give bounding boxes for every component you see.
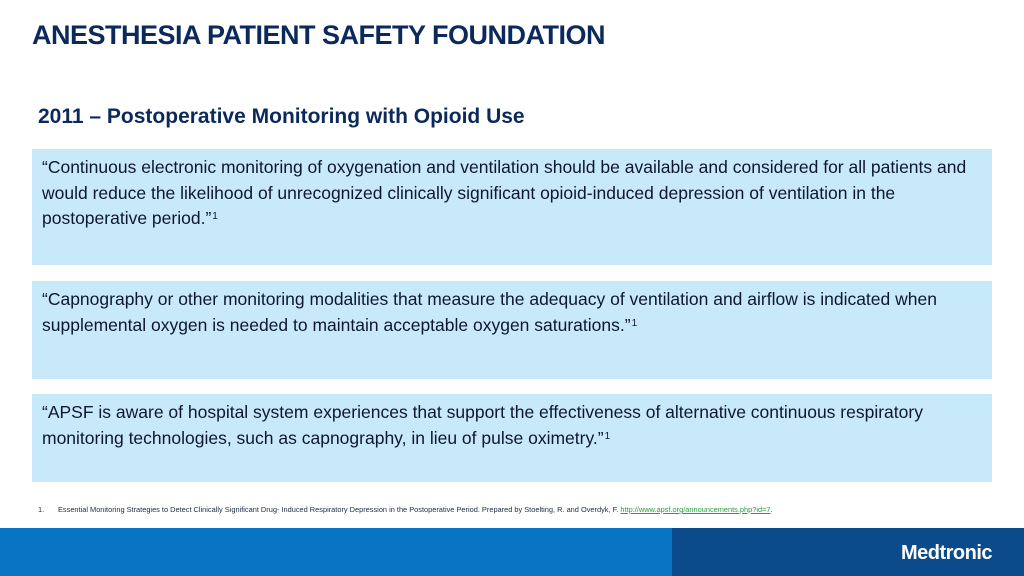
footnote-ref: 1: [212, 211, 218, 222]
footnote-end: .: [770, 505, 773, 514]
slide-subtitle: 2011 – Postoperative Monitoring with Opioid Use: [38, 105, 525, 128]
quote-text: “Capnography or other monitoring modalities that measure the adequacy of ventilation and airflow is indicated when supplemental oxygen is needed to maintain acceptable oxygen saturations.”: [42, 289, 937, 335]
footnote-ref: 1: [604, 430, 611, 442]
medtronic-logo: Medtronic: [900, 542, 992, 564]
footnote-number: 1.: [38, 505, 45, 514]
footnote-link[interactable]: http://www.apsf.org/announcements.php?id=7: [620, 505, 771, 514]
footnote-text: Essential Monitoring Strategies to Detect Clinically Significant Drug- Induced Respiratory Depression in the Postoperative Period. Prepared by Stoelting, R. and Overdyk, F.: [58, 505, 621, 514]
quote-text: “Continuous electronic monitoring of oxygenation and ventilation should be available and considered for all patients and would reduce the likelihood of unrecognized clinically significant opioid-induced depression of ventilation in the postoperative period.”: [42, 157, 967, 228]
quote-box-1: [32, 149, 992, 265]
footnote-ref: 1: [631, 317, 638, 329]
footer-bar: [0, 528, 672, 576]
quote-box-2: [32, 281, 992, 379]
quote-box-3: [32, 394, 992, 482]
quote-text: “APSF is aware of hospital system experiences that support the effectiveness of alternative continuous respiratory monitoring technologies, such as capnography, in lieu of pulse oximetry.”: [42, 402, 923, 448]
footnote: [38, 505, 988, 514]
organization-title: ANESTHESIA PATIENT SAFETY FOUNDATION: [32, 20, 606, 50]
